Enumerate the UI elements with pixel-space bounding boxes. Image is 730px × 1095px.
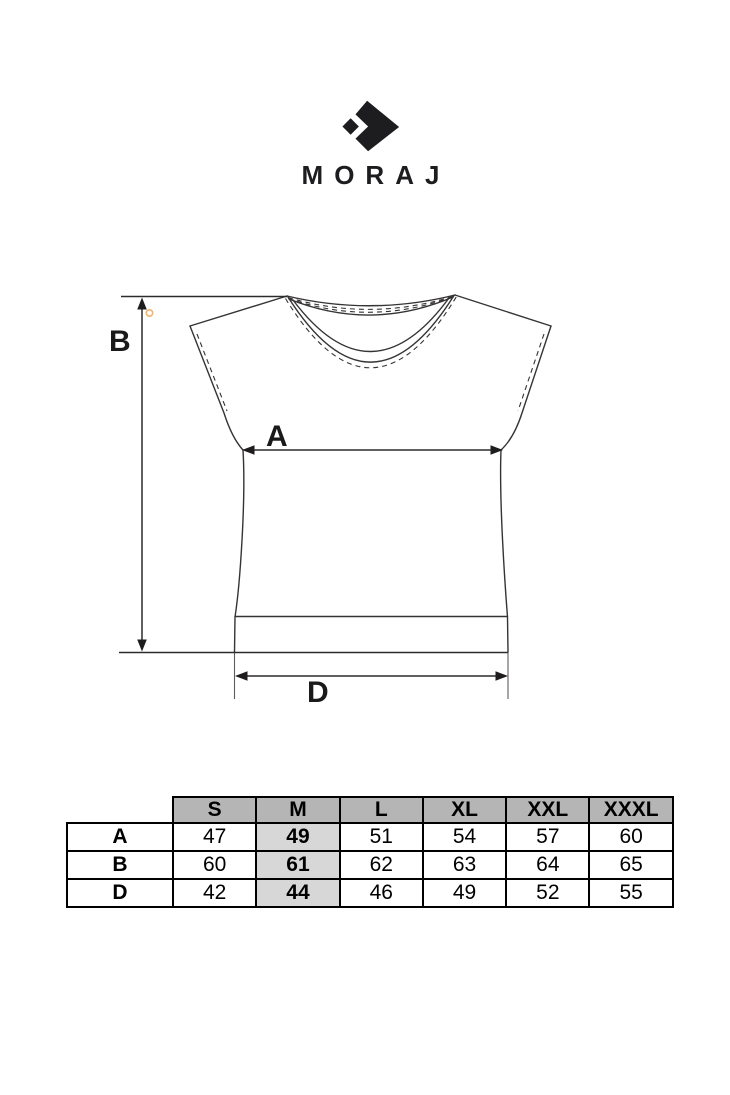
size-column-header-xl: XL xyxy=(423,797,506,823)
diamond-icon xyxy=(342,118,358,134)
size-value-d-xl: 49 xyxy=(423,879,506,907)
size-column-header-m: M xyxy=(256,797,339,823)
size-column-header-s: S xyxy=(173,797,256,823)
size-value-a-xl: 54 xyxy=(423,823,506,851)
size-table-row-d xyxy=(67,879,673,907)
left-sleeve-hem xyxy=(190,326,243,450)
measure-label-b: B xyxy=(109,325,131,358)
size-column-header-xxxl: XXXL xyxy=(589,797,672,823)
brand-logo-icon xyxy=(339,97,403,155)
size-table-row-a xyxy=(67,823,673,851)
back-neck-top-curve xyxy=(287,295,455,306)
size-value-d-xxl: 52 xyxy=(506,879,589,907)
size-value-a-s: 47 xyxy=(173,823,256,851)
size-value-d-xxxl: 55 xyxy=(589,879,672,907)
tshirt-measurement-diagram xyxy=(0,270,730,715)
brand-logo xyxy=(0,0,730,210)
d-arrowhead-left xyxy=(235,671,248,680)
brand-name: MORAJ xyxy=(301,160,451,190)
measure-label-d: D xyxy=(307,676,329,709)
size-value-d-m: 44 xyxy=(256,879,339,907)
b-arrowhead-down xyxy=(137,640,147,652)
size-table-row-b xyxy=(67,851,673,879)
b-arrowhead-up xyxy=(137,298,147,310)
size-value-b-xxl: 64 xyxy=(506,851,589,879)
measure-label-a: A xyxy=(266,420,288,453)
left-sleeve-stitch-line xyxy=(197,334,227,411)
size-value-b-s: 60 xyxy=(173,851,256,879)
size-value-d-s: 42 xyxy=(173,879,256,907)
size-value-a-m: 49 xyxy=(256,823,339,851)
d-arrowhead-right xyxy=(496,671,509,680)
right-side-seam xyxy=(501,450,508,652)
measurement-lines xyxy=(119,297,508,681)
size-value-b-l: 62 xyxy=(340,851,423,879)
right-sleeve-stitch-line xyxy=(518,334,544,411)
size-value-a-l: 51 xyxy=(340,823,423,851)
left-shoulder-line xyxy=(190,296,287,326)
size-table xyxy=(66,796,674,908)
size-table-corner-cell xyxy=(67,797,173,823)
size-value-b-m: 61 xyxy=(256,851,339,879)
left-side-seam xyxy=(235,450,244,652)
size-table-header-row xyxy=(67,797,673,823)
size-column-header-xxl: XXL xyxy=(506,797,589,823)
size-value-b-xxxl: 65 xyxy=(589,851,672,879)
size-column-header-l: L xyxy=(340,797,423,823)
size-value-a-xxxl: 60 xyxy=(589,823,672,851)
measurement-row-label-b: B xyxy=(67,851,173,879)
measurement-row-label-a: A xyxy=(67,823,173,851)
orange-marker-dot xyxy=(146,310,152,316)
measurement-row-label-d: D xyxy=(67,879,173,907)
tshirt-outline xyxy=(190,295,551,699)
size-value-b-xl: 63 xyxy=(423,851,506,879)
size-value-d-l: 46 xyxy=(340,879,423,907)
size-value-a-xxl: 57 xyxy=(506,823,589,851)
right-shoulder-line xyxy=(455,295,551,326)
chevron-right-icon xyxy=(355,101,399,151)
